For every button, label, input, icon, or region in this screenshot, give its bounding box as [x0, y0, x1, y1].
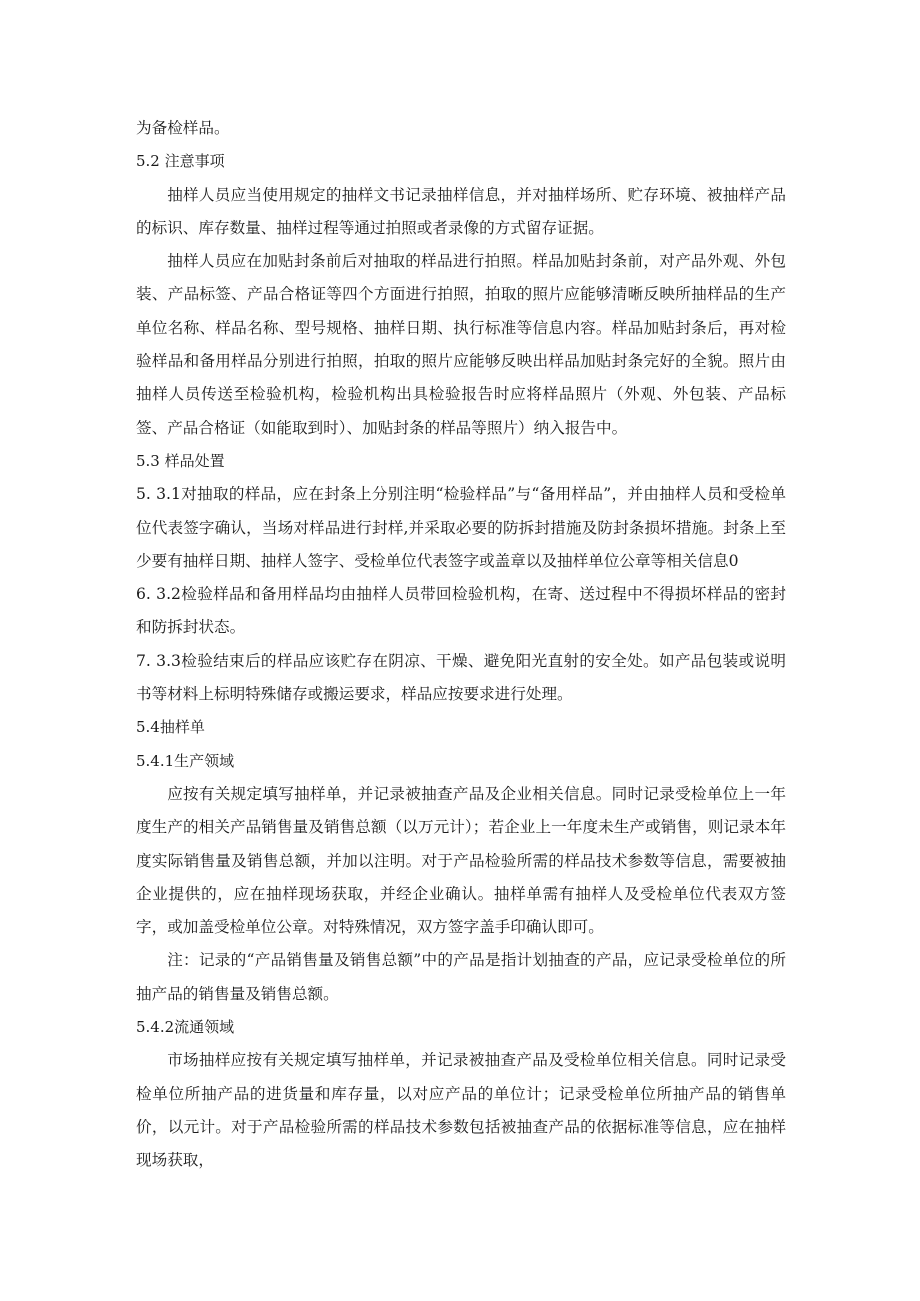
paragraph: 应按有关规定填写抽样单，并记录被抽查产品及企业相关信息。同时记录受检单位上一年度生产的相关产品销售量及销售总额（以万元计）；若企业上一年度未生产或销售，则记录本年度实际销售量及销售总额，并加以注明。对于产品检验所需的样品技术参数等信息，需要被抽企业提供的，应在抽样现场获取，并经企业确认。抽样单需有抽样人及受检单位代表双方签字，或加盖受检单位公章。对特殊情况，双方签字盖手印确认即可。 [136, 784, 786, 937]
paragraph: 抽样人员应在加贴封条前后对抽取的样品进行拍照。样品加贴封条前，对产品外观、外包装、产品标签、产品合格证等四个方面进行拍照，拍取的照片应能够清晰反映所抽样品的生产单位名称、样品名称、型号规格、抽样日期、执行标准等信息内容。样品加贴封条后，再对检验样品和备用样品分别进行拍照，拍取的照片应能够反映出样品加贴封条完好的全貌。照片由抽样人员传送至检验机构，检验机构出具检验报告时应将样品照片（外观、外包装、产品标签、产品合格证（如能取到时）、加贴封条的样品等照片）纳入报告中。 [136, 252, 786, 437]
list-item: 7. 3.3检验结束后的样品应该贮存在阴凉、干燥、避免阳光直射的安全处。如产品包装或说明书等材料上标明特殊储存或搬运要求，样品应按要求进行处理。 [136, 651, 786, 704]
section-heading-5-4-2: 5.4.2流通领域 [136, 1018, 235, 1037]
paragraph: 抽样人员应当使用规定的抽样文书记录抽样信息，并对抽样场所、贮存环境、被抽样产品的标识、库存数量、抽样过程等通过拍照或者录像的方式留存证据。 [136, 185, 786, 237]
paragraph-continuation: 为备检样品。 [136, 119, 230, 137]
section-heading-5-4: 5.4抽样单 [136, 718, 205, 737]
document-body [136, 112, 786, 1178]
list-item: 5. 3.1对抽取的样品，应在封条上分别注明“检验样品”与“备用样品”，并由抽样人员和受检单位代表签字确认，当场对样品进行封样,并采取必要的防拆封措施及防封条损坏措施。封条上至少要有抽样日期、抽样人签字、受检单位代表签字或盖章以及抽样单位公章等相关信息0 [136, 485, 786, 570]
list-item: 6. 3.2检验样品和备用样品均由抽样人员带回检验机构，在寄、送过程中不得损坏样品的密封和防拆封状态。 [136, 585, 786, 637]
note-paragraph: 注：记录的“产品销售量及销售总额”中的产品是指计划抽查的产品，应记录受检单位的所抽产品的销售量及销售总额。 [136, 951, 786, 1003]
paragraph: 市场抽样应按有关规定填写抽样单，并记录被抽查产品及受检单位相关信息。同时记录受检单位所抽产品的进货量和库存量，以对应产品的单位计；记录受检单位所抽产品的销售单价，以元计。对于产品检验所需的样品技术参数包括被抽查产品的依据标准等信息，应在抽样现场获取， [136, 1051, 786, 1170]
section-heading-5-2: 5.2 注意事项 [136, 152, 225, 171]
section-heading-5-4-1: 5.4.1生产领域 [136, 751, 235, 770]
section-heading-5-3: 5.3 样品处置 [136, 451, 225, 470]
